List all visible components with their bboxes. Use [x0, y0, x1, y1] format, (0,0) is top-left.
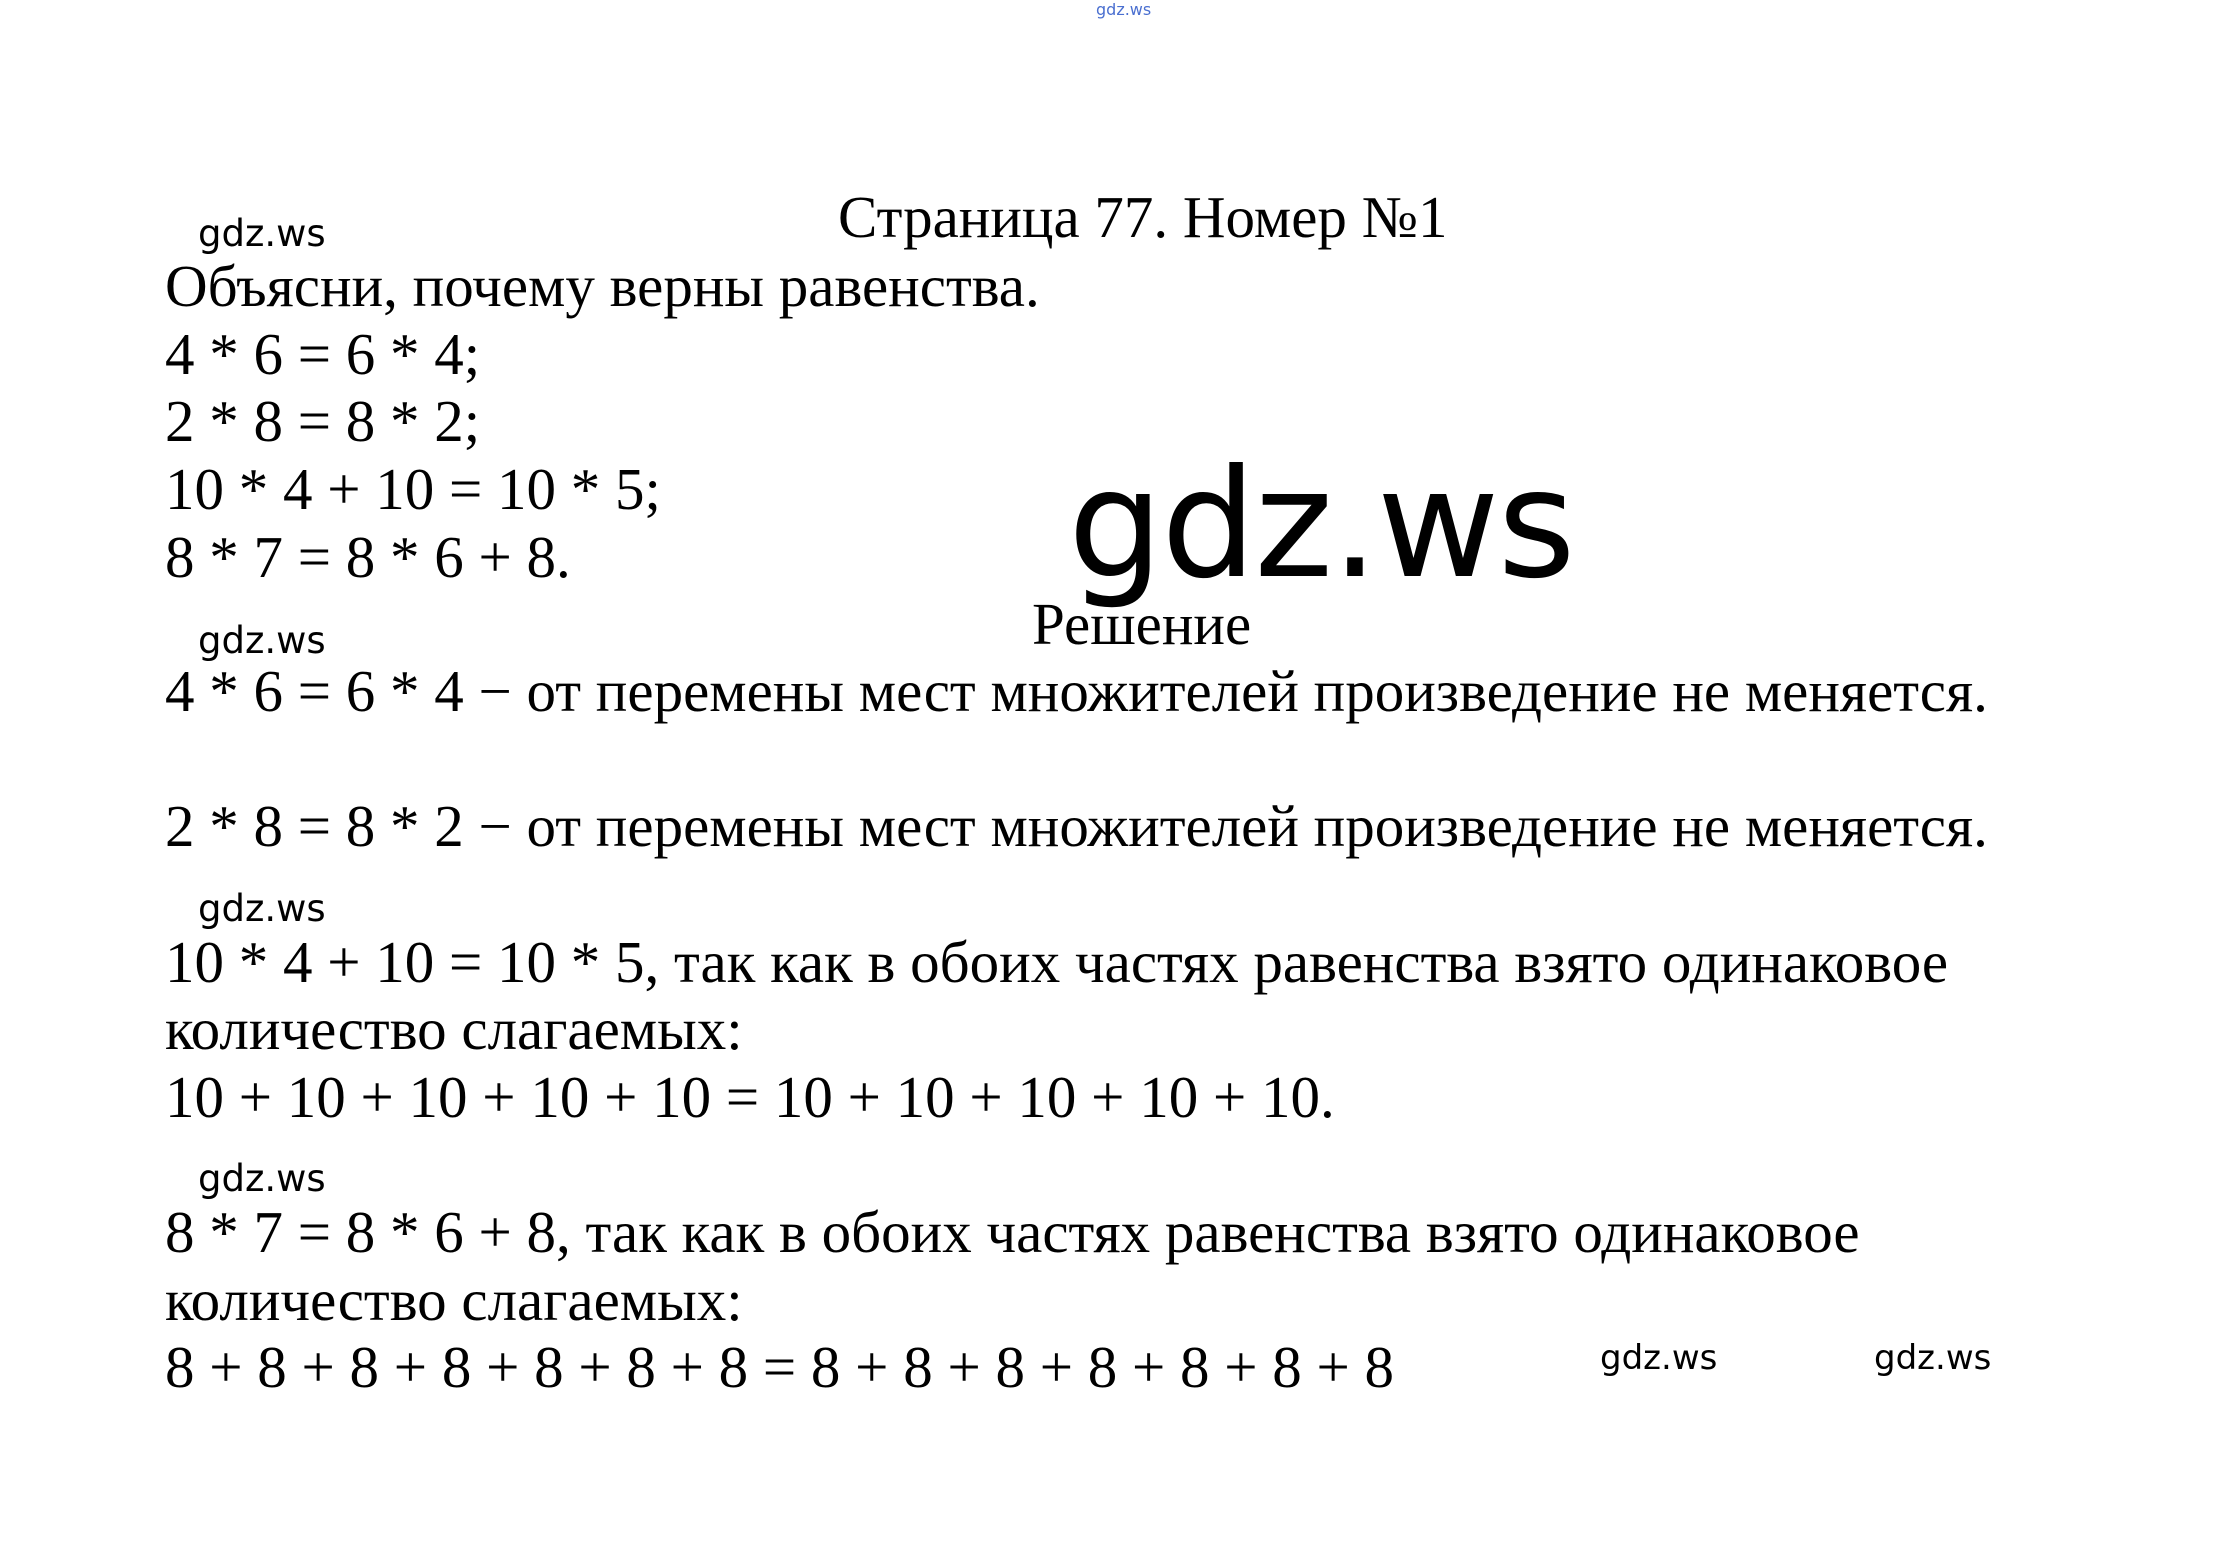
watermark-small: gdz.ws — [198, 212, 326, 255]
solution-line: количество слагаемых: — [165, 1267, 743, 1333]
watermark-small: gdz.ws — [198, 887, 326, 930]
task-equality: 4 * 6 = 6 * 4; — [165, 321, 481, 387]
solution-line: 2 * 8 = 8 * 2 − от перемены мест множителей произведение не меняется. — [165, 793, 1988, 859]
watermark-small: gdz.ws — [1600, 1338, 1718, 1378]
watermark-small: gdz.ws — [198, 619, 326, 662]
task-equality: 10 * 4 + 10 = 10 * 5; — [165, 456, 661, 522]
page-title: Страница 77. Номер №1 — [838, 184, 1448, 250]
solution-line: количество слагаемых: — [165, 996, 743, 1062]
task-equality: 2 * 8 = 8 * 2; — [165, 388, 481, 454]
watermark-top: gdz.ws — [1096, 0, 1152, 19]
solution-line: 10 * 4 + 10 = 10 * 5, так как в обоих частях равенства взято одинаковое — [165, 929, 1949, 995]
task-prompt: Объясни, почему верны равенства. — [165, 253, 1040, 319]
watermark-small: gdz.ws — [1874, 1338, 1992, 1378]
watermark-big: gdz.ws — [1068, 438, 1574, 612]
solution-line: 8 + 8 + 8 + 8 + 8 + 8 + 8 = 8 + 8 + 8 + 8 + 8 + 8 + 8 — [165, 1334, 1395, 1400]
solution-line: 10 + 10 + 10 + 10 + 10 = 10 + 10 + 10 + 10 + 10. — [165, 1064, 1335, 1130]
watermark-small: gdz.ws — [198, 1157, 326, 1200]
solution-line: 4 * 6 = 6 * 4 − от перемены мест множителей произведение не меняется. — [165, 658, 1988, 724]
solution-line: 8 * 7 = 8 * 6 + 8, так как в обоих частях равенства взято одинаковое — [165, 1199, 1860, 1265]
solution-heading: Решение — [1032, 591, 1252, 657]
task-equality: 8 * 7 = 8 * 6 + 8. — [165, 524, 571, 590]
